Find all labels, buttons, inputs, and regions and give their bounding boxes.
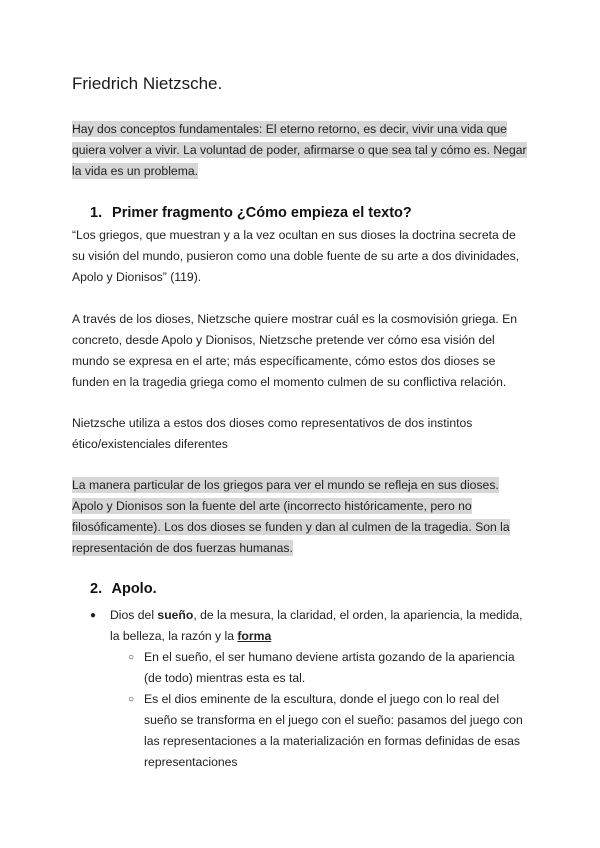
section-2-heading — [90, 581, 157, 597]
paragraph-line: concreto, desde Apolo y Dionisos, Nietzsche pretende ver cómo esa visión del — [72, 333, 495, 347]
intro-line: Hay dos conceptos fundamentales: El eterno retorno, es decir, vivir una vida que — [72, 122, 507, 136]
section-1-heading — [90, 205, 412, 221]
underlined-word: forma — [237, 629, 272, 643]
summary-line: filosóficamente). Los dos dioses se funden y dan al culmen de la tragedia. Son la — [72, 520, 510, 534]
intro-line: quiera volver a vivir. La voluntad de poder, afirmarse o que sea tal y cómo es. Negar — [72, 143, 527, 157]
sub-bullet-line: sueño se transforma en el juego con el sueño: pasamos del juego con — [144, 713, 523, 727]
instincts-paragraph — [72, 413, 528, 455]
bullet-dot-icon: ● — [90, 610, 97, 621]
paragraph-line: Nietzsche utiliza a estos dos dioses como representativos de dos instintos — [72, 416, 473, 430]
list-item — [90, 605, 530, 647]
intro-line: la vida es un problema. — [72, 164, 199, 178]
summary-line: Apolo y Dionisos son la fuente del arte (incorrecto históricamente, pero no — [72, 499, 472, 513]
paragraph-line: A través de los dioses, Nietzsche quiere mostrar cuál es la cosmovisión griega. En — [72, 312, 518, 326]
section-number: 1. — [90, 205, 103, 221]
sub-bullet-line: (de todo) mientras esta es tal. — [144, 671, 306, 685]
bullet-text: la belleza, la razón y la — [110, 629, 238, 643]
bold-word: sueño — [157, 608, 194, 622]
sub-bullet-line: Es el dios eminente de la escultura, donde el juego con lo real del — [144, 692, 500, 706]
sub-bullet-line: En el sueño, el ser humano deviene artista gozando de la apariencia — [144, 650, 515, 664]
sub-list-item — [90, 689, 530, 773]
paragraph-line: ético/existenciales diferentes — [72, 437, 228, 451]
bullet-circle-icon: ○ — [128, 694, 135, 705]
quote-line: “Los griegos, que muestran y a la vez ocultan en sus dioses la doctrina secreta de — [72, 228, 516, 242]
bullet-text: , de la mesura, la claridad, el orden, la apariencia, la medida, — [193, 608, 523, 622]
summary-line: La manera particular de los griegos para ver el mundo se refleja en sus dioses. — [72, 478, 499, 492]
summary-line: representación de dos fuerzas humanas. — [72, 541, 293, 555]
bullet-circle-icon: ○ — [128, 652, 135, 663]
intro-paragraph — [72, 119, 528, 182]
sub-list-item — [90, 647, 530, 689]
highlighted-summary — [72, 475, 528, 559]
document-title: Friedrich Nietzsche. — [72, 74, 223, 93]
bullet-text: Dios del — [110, 608, 158, 622]
apolo-list — [90, 605, 530, 773]
quote-line: Apolo y Dionisos” (119). — [72, 270, 202, 284]
section-title: Apolo. — [111, 581, 157, 597]
section-title: Primer fragmento ¿Cómo empieza el texto? — [112, 205, 412, 221]
sub-bullet-line: las representaciones a la materialización en formas definidas de esas — [144, 734, 520, 748]
quote-paragraph — [72, 225, 528, 288]
cosmovision-paragraph — [72, 309, 528, 393]
quote-line: su visión del mundo, pusieron como una doble fuente de su arte a dos divinidades, — [72, 249, 520, 263]
paragraph-line: funden en la tragedia griega como el momento culmen de su conflictiva relación. — [72, 375, 507, 389]
paragraph-line: mundo se expresa en el arte; más específicamente, cómo estos dos dioses se — [72, 354, 496, 368]
section-number: 2. — [90, 581, 103, 597]
sub-bullet-line: representaciones — [144, 755, 238, 769]
